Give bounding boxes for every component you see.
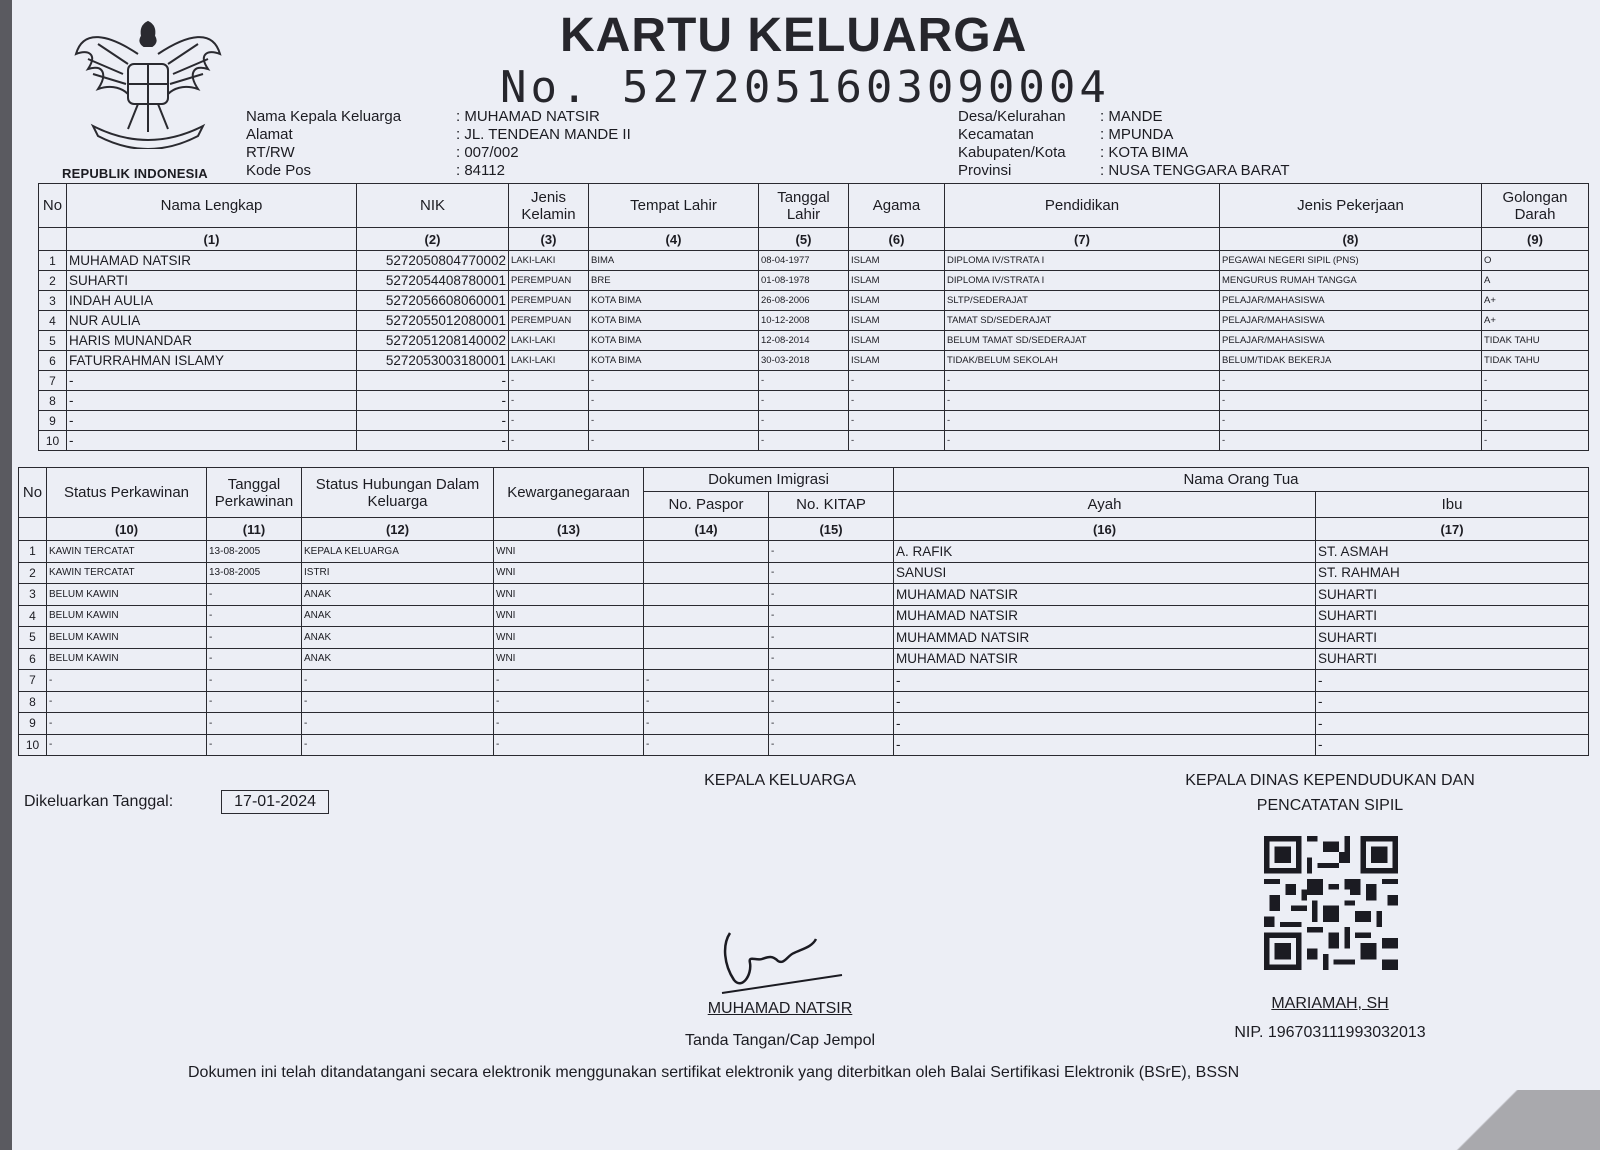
table-row bbox=[39, 411, 1589, 431]
table-cell: TIDAK/BELUM SEKOLAH bbox=[945, 351, 1220, 371]
table-cell: - bbox=[894, 670, 1316, 692]
col-header-status-perkawinan: Status Perkawinan bbox=[47, 468, 207, 518]
table-cell: - bbox=[849, 371, 945, 391]
document-title: KARTU KELUARGA bbox=[560, 9, 1028, 62]
col-number: (17) bbox=[1316, 518, 1589, 541]
col-header-ibu: Ibu bbox=[1316, 492, 1589, 518]
table-cell bbox=[644, 562, 769, 584]
table-row bbox=[19, 648, 1589, 670]
table-row bbox=[19, 541, 1589, 563]
table-cell: MUHAMAD NATSIR bbox=[894, 584, 1316, 606]
col-number: (2) bbox=[357, 228, 509, 251]
table-cell bbox=[644, 541, 769, 563]
table-cell: MUHAMAD NATSIR bbox=[894, 605, 1316, 627]
table-cell: 5272050804770002 bbox=[357, 251, 509, 271]
table-cell: BELUM KAWIN bbox=[47, 605, 207, 627]
table-cell: - bbox=[302, 734, 494, 756]
col-header-no-kitap: No. KITAP bbox=[769, 492, 894, 518]
table-cell: WNI bbox=[494, 605, 644, 627]
header-right-fields bbox=[958, 108, 1290, 180]
table-cell: A+ bbox=[1482, 311, 1589, 331]
table-cell: - bbox=[1482, 431, 1589, 451]
status-table-body bbox=[19, 541, 1589, 756]
members-table-body bbox=[39, 251, 1589, 451]
table-cell: ANAK bbox=[302, 648, 494, 670]
table-cell: ST. ASMAH bbox=[1316, 541, 1589, 563]
table-cell: MUHAMAD NATSIR bbox=[67, 251, 357, 271]
issued-date-row bbox=[24, 790, 329, 814]
table-cell: - bbox=[357, 371, 509, 391]
table-cell: FATURRAHMAN ISLAMY bbox=[67, 351, 357, 371]
table-cell: - bbox=[589, 391, 759, 411]
table-cell: PEGAWAI NEGERI SIPIL (PNS) bbox=[1220, 251, 1482, 271]
table-cell: - bbox=[769, 541, 894, 563]
table-cell: 4 bbox=[19, 605, 47, 627]
table-cell: - bbox=[1220, 391, 1482, 411]
table-cell: LAKI-LAKI bbox=[509, 331, 589, 351]
table-cell: 13-08-2005 bbox=[207, 562, 302, 584]
head-of-family-title: KEPALA KELUARGA bbox=[704, 772, 856, 789]
table-row bbox=[19, 670, 1589, 692]
table-cell: 1 bbox=[39, 251, 67, 271]
col-header-golongan-darah: Golongan Darah bbox=[1482, 184, 1589, 228]
table-cell: - bbox=[207, 584, 302, 606]
table-cell: - bbox=[1316, 691, 1589, 713]
table-cell: 7 bbox=[39, 371, 67, 391]
table-cell: 6 bbox=[19, 648, 47, 670]
col-header-tempat-lahir: Tempat Lahir bbox=[589, 184, 759, 228]
table-cell: 5272056608060001 bbox=[357, 291, 509, 311]
table-cell: WNI bbox=[494, 562, 644, 584]
col-header-nama-orang-tua: Nama Orang Tua bbox=[894, 468, 1589, 492]
table-cell: - bbox=[47, 734, 207, 756]
field-value: : JL. TENDEAN MANDE II bbox=[456, 126, 631, 143]
table-cell: ANAK bbox=[302, 627, 494, 649]
table-cell: MUHAMAD NATSIR bbox=[894, 648, 1316, 670]
table-cell: PELAJAR/MAHASISWA bbox=[1220, 291, 1482, 311]
table-cell: - bbox=[1482, 391, 1589, 411]
table-cell: SANUSI bbox=[894, 562, 1316, 584]
table-cell: 9 bbox=[19, 713, 47, 735]
table-cell: HARIS MUNANDAR bbox=[67, 331, 357, 351]
table-cell: 7 bbox=[19, 670, 47, 692]
official-title-line-1: KEPALA DINAS KEPENDUDUKAN DAN bbox=[1185, 772, 1475, 789]
table-cell bbox=[644, 627, 769, 649]
field-value: : KOTA BIMA bbox=[1100, 144, 1189, 161]
members-table bbox=[38, 183, 1589, 451]
head-of-family-name: MUHAMAD NATSIR bbox=[707, 1000, 853, 1017]
col-number-cell bbox=[39, 228, 67, 251]
table-cell: - bbox=[1316, 713, 1589, 735]
table-cell: TAMAT SD/SEDERAJAT bbox=[945, 311, 1220, 331]
table-cell: KOTA BIMA bbox=[589, 351, 759, 371]
table-cell: 2 bbox=[19, 562, 47, 584]
field-value: : 007/002 bbox=[456, 144, 519, 161]
table-cell: ANAK bbox=[302, 605, 494, 627]
col-number: (8) bbox=[1220, 228, 1482, 251]
paper-fold-shadow bbox=[1420, 1090, 1600, 1150]
table-cell: BELUM KAWIN bbox=[47, 648, 207, 670]
table-cell: - bbox=[849, 431, 945, 451]
table-cell: SUHARTI bbox=[67, 271, 357, 291]
field-value: : 84112 bbox=[456, 162, 505, 179]
table-cell: - bbox=[494, 670, 644, 692]
table-cell: 30-03-2018 bbox=[759, 351, 849, 371]
table-cell: - bbox=[67, 431, 357, 451]
card-number: No. 5272051603090004 bbox=[500, 62, 1110, 113]
table-cell: - bbox=[1316, 670, 1589, 692]
table-cell: LAKI-LAKI bbox=[509, 351, 589, 371]
col-number: (13) bbox=[494, 518, 644, 541]
table-cell: SUHARTI bbox=[1316, 627, 1589, 649]
table-cell: DIPLOMA IV/STRATA I bbox=[945, 271, 1220, 291]
table-cell bbox=[644, 648, 769, 670]
field-label: Kode Pos bbox=[246, 162, 312, 179]
table-cell: KOTA BIMA bbox=[589, 291, 759, 311]
table-cell: MENGURUS RUMAH TANGGA bbox=[1220, 271, 1482, 291]
table-cell: KAWIN TERCATAT bbox=[47, 541, 207, 563]
table-cell: NUR AULIA bbox=[67, 311, 357, 331]
table-cell: ST. RAHMAH bbox=[1316, 562, 1589, 584]
table-row bbox=[19, 734, 1589, 756]
col-header-jenis-kelamin: Jenis Kelamin bbox=[509, 184, 589, 228]
col-header-agama: Agama bbox=[849, 184, 945, 228]
table-cell: - bbox=[1316, 734, 1589, 756]
table-cell: SUHARTI bbox=[1316, 605, 1589, 627]
table-cell: 26-08-2006 bbox=[759, 291, 849, 311]
garuda-emblem-icon bbox=[68, 14, 228, 149]
col-number: (11) bbox=[207, 518, 302, 541]
table-cell: - bbox=[945, 411, 1220, 431]
table-cell: 5272055012080001 bbox=[357, 311, 509, 331]
table-cell: KOTA BIMA bbox=[589, 331, 759, 351]
official-title-line-2: PENCATATAN SIPIL bbox=[1256, 797, 1404, 814]
table-cell: - bbox=[769, 584, 894, 606]
table-cell: - bbox=[945, 391, 1220, 411]
table-cell: - bbox=[769, 734, 894, 756]
col-number: (9) bbox=[1482, 228, 1589, 251]
table-row bbox=[39, 291, 1589, 311]
table-cell: PEREMPUAN bbox=[509, 271, 589, 291]
table-cell: 10-12-2008 bbox=[759, 311, 849, 331]
table-cell: ISLAM bbox=[849, 251, 945, 271]
table-row bbox=[39, 351, 1589, 371]
field-label: Kabupaten/Kota bbox=[958, 144, 1066, 161]
table-cell: PELAJAR/MAHASISWA bbox=[1220, 311, 1482, 331]
table-row bbox=[39, 371, 1589, 391]
table-row bbox=[39, 331, 1589, 351]
table-cell: - bbox=[894, 691, 1316, 713]
table-cell: A+ bbox=[1482, 291, 1589, 311]
field-label: Desa/Kelurahan bbox=[958, 108, 1066, 125]
table-cell: - bbox=[207, 691, 302, 713]
table-cell: WNI bbox=[494, 541, 644, 563]
col-number: (14) bbox=[644, 518, 769, 541]
table-cell: SLTP/SEDERAJAT bbox=[945, 291, 1220, 311]
electronic-signature-note: Dokumen ini telah ditandatangani secara elektronik menggunakan sertifikat elektronik yang diterbitkan oleh Balai Sertifikasi Elektronik (BSrE), BSSN bbox=[188, 1064, 1240, 1081]
signature-caption: Tanda Tangan/Cap Jempol bbox=[684, 1032, 876, 1049]
col-header-no-paspor: No. Paspor bbox=[644, 492, 769, 518]
table-cell: - bbox=[945, 371, 1220, 391]
table-cell: TIDAK TAHU bbox=[1482, 351, 1589, 371]
field-label: Provinsi bbox=[958, 162, 1012, 179]
table-row bbox=[19, 605, 1589, 627]
table-cell: ANAK bbox=[302, 584, 494, 606]
table-cell: - bbox=[47, 713, 207, 735]
table-cell: A bbox=[1482, 271, 1589, 291]
table-cell: - bbox=[357, 431, 509, 451]
table-cell: - bbox=[589, 431, 759, 451]
table-cell: 9 bbox=[39, 411, 67, 431]
col-header-nik: NIK bbox=[357, 184, 509, 228]
col-header-nama: Nama Lengkap bbox=[67, 184, 357, 228]
table-cell: - bbox=[849, 411, 945, 431]
emblem-caption: REPUBLIK INDONESIA bbox=[62, 166, 208, 181]
table-cell: 01-08-1978 bbox=[759, 271, 849, 291]
table-cell: - bbox=[494, 713, 644, 735]
table-cell: ISLAM bbox=[849, 351, 945, 371]
table-cell: - bbox=[207, 713, 302, 735]
table-cell: - bbox=[509, 391, 589, 411]
table-cell: - bbox=[494, 691, 644, 713]
table-cell: BRE bbox=[589, 271, 759, 291]
table-cell: 5272053003180001 bbox=[357, 351, 509, 371]
table-row bbox=[39, 311, 1589, 331]
col-number: (15) bbox=[769, 518, 894, 541]
table-cell: - bbox=[207, 648, 302, 670]
table-cell: TIDAK TAHU bbox=[1482, 331, 1589, 351]
col-number: (6) bbox=[849, 228, 945, 251]
table-cell: - bbox=[894, 734, 1316, 756]
table-cell: O bbox=[1482, 251, 1589, 271]
table-cell: - bbox=[644, 691, 769, 713]
table-cell: ISLAM bbox=[849, 271, 945, 291]
table-cell: - bbox=[759, 411, 849, 431]
table-cell: - bbox=[207, 627, 302, 649]
table-cell: 5272051208140002 bbox=[357, 331, 509, 351]
table-cell: - bbox=[1482, 411, 1589, 431]
table-cell: ISTRI bbox=[302, 562, 494, 584]
table-cell: - bbox=[849, 391, 945, 411]
official-title bbox=[1150, 768, 1510, 818]
col-number: (5) bbox=[759, 228, 849, 251]
table-cell: - bbox=[509, 431, 589, 451]
table-cell: PEREMPUAN bbox=[509, 311, 589, 331]
table-cell: - bbox=[207, 605, 302, 627]
handwritten-signature bbox=[712, 925, 852, 1000]
col-number: (3) bbox=[509, 228, 589, 251]
field-value: : MANDE bbox=[1100, 108, 1163, 125]
col-number-cell bbox=[19, 518, 47, 541]
table-cell: - bbox=[47, 670, 207, 692]
table-cell: - bbox=[67, 391, 357, 411]
table-cell: - bbox=[302, 670, 494, 692]
field-label: Kecamatan bbox=[958, 126, 1034, 143]
table-cell bbox=[644, 605, 769, 627]
table-row bbox=[39, 391, 1589, 411]
table-cell bbox=[644, 584, 769, 606]
field-value: : NUSA TENGGARA BARAT bbox=[1100, 162, 1290, 179]
table-cell: - bbox=[1220, 371, 1482, 391]
table-row bbox=[39, 271, 1589, 291]
table-cell: - bbox=[589, 411, 759, 431]
status-table bbox=[18, 467, 1589, 756]
table-cell: KAWIN TERCATAT bbox=[47, 562, 207, 584]
field-value: : MPUNDA bbox=[1100, 126, 1174, 143]
col-header-ayah: Ayah bbox=[894, 492, 1316, 518]
col-header-no: No bbox=[19, 468, 47, 518]
field-label: Nama Kepala Keluarga bbox=[246, 108, 402, 125]
col-header-pendidikan: Pendidikan bbox=[945, 184, 1220, 228]
table-cell: 8 bbox=[39, 391, 67, 411]
table-cell: BELUM TAMAT SD/SEDERAJAT bbox=[945, 331, 1220, 351]
table-cell: - bbox=[67, 371, 357, 391]
table-cell: LAKI-LAKI bbox=[509, 251, 589, 271]
table-cell: 8 bbox=[19, 691, 47, 713]
table-cell: 1 bbox=[19, 541, 47, 563]
table-cell: - bbox=[509, 411, 589, 431]
table-cell: BELUM KAWIN bbox=[47, 627, 207, 649]
table-cell: INDAH AULIA bbox=[67, 291, 357, 311]
table-cell: MUHAMMAD NATSIR bbox=[894, 627, 1316, 649]
col-number: (10) bbox=[47, 518, 207, 541]
table-cell: 10 bbox=[39, 431, 67, 451]
table-cell: 10 bbox=[19, 734, 47, 756]
table-cell: DIPLOMA IV/STRATA I bbox=[945, 251, 1220, 271]
col-header-tanggal-perkawinan: Tanggal Perkawinan bbox=[207, 468, 302, 518]
table-row bbox=[19, 691, 1589, 713]
table-cell: - bbox=[644, 734, 769, 756]
table-cell: 3 bbox=[19, 584, 47, 606]
table-row bbox=[19, 627, 1589, 649]
col-header-dokumen-imigrasi: Dokumen Imigrasi bbox=[644, 468, 894, 492]
table-cell: WNI bbox=[494, 584, 644, 606]
issued-date: 17-01-2024 bbox=[221, 790, 329, 814]
table-cell: - bbox=[302, 691, 494, 713]
field-label: Alamat bbox=[246, 126, 293, 143]
table-cell: 5 bbox=[19, 627, 47, 649]
col-header-no: No bbox=[39, 184, 67, 228]
table-cell: - bbox=[769, 670, 894, 692]
table-row bbox=[19, 584, 1589, 606]
official-name: MARIAMAH, SH bbox=[1271, 995, 1389, 1012]
table-cell: BIMA bbox=[589, 251, 759, 271]
table-cell: - bbox=[769, 648, 894, 670]
header-left-fields bbox=[246, 108, 631, 180]
table-cell: - bbox=[769, 691, 894, 713]
table-cell: KEPALA KELUARGA bbox=[302, 541, 494, 563]
table-cell: - bbox=[589, 371, 759, 391]
table-cell: - bbox=[769, 627, 894, 649]
table-cell: - bbox=[769, 713, 894, 735]
qr-code-icon bbox=[1264, 836, 1398, 970]
table-cell: ISLAM bbox=[849, 331, 945, 351]
table-cell: ISLAM bbox=[849, 311, 945, 331]
table-cell: - bbox=[644, 670, 769, 692]
table-cell: - bbox=[769, 605, 894, 627]
table-cell: 08-04-1977 bbox=[759, 251, 849, 271]
table-cell: SUHARTI bbox=[1316, 584, 1589, 606]
table-cell: 4 bbox=[39, 311, 67, 331]
table-cell: WNI bbox=[494, 627, 644, 649]
col-header-tanggal-lahir: Tanggal Lahir bbox=[759, 184, 849, 228]
table-cell: - bbox=[509, 371, 589, 391]
table-cell: BELUM/TIDAK BEKERJA bbox=[1220, 351, 1482, 371]
col-number: (4) bbox=[589, 228, 759, 251]
table-cell: - bbox=[1220, 431, 1482, 451]
table-cell: - bbox=[494, 734, 644, 756]
table-cell: - bbox=[759, 371, 849, 391]
col-header-kewarganegaraan: Kewarganegaraan bbox=[494, 468, 644, 518]
table-row bbox=[39, 251, 1589, 271]
col-header-pekerjaan: Jenis Pekerjaan bbox=[1220, 184, 1482, 228]
table-cell: - bbox=[945, 431, 1220, 451]
table-cell: 2 bbox=[39, 271, 67, 291]
table-row bbox=[19, 713, 1589, 735]
table-cell: - bbox=[207, 670, 302, 692]
table-cell: PELAJAR/MAHASISWA bbox=[1220, 331, 1482, 351]
issued-label: Dikeluarkan Tanggal: bbox=[24, 793, 174, 810]
table-cell: A. RAFIK bbox=[894, 541, 1316, 563]
table-cell: - bbox=[769, 562, 894, 584]
table-cell: - bbox=[302, 713, 494, 735]
table-cell: - bbox=[759, 431, 849, 451]
official-nip: NIP. 196703111993032013 bbox=[1234, 1024, 1426, 1041]
photo-edge bbox=[0, 0, 12, 1150]
col-number: (1) bbox=[67, 228, 357, 251]
field-label: RT/RW bbox=[246, 144, 295, 161]
table-cell: - bbox=[67, 411, 357, 431]
table-cell: BELUM KAWIN bbox=[47, 584, 207, 606]
table-cell: - bbox=[759, 391, 849, 411]
table-cell: - bbox=[894, 713, 1316, 735]
table-cell: 6 bbox=[39, 351, 67, 371]
col-number: (16) bbox=[894, 518, 1316, 541]
table-cell: - bbox=[644, 713, 769, 735]
field-value: : MUHAMAD NATSIR bbox=[456, 108, 600, 125]
table-cell: - bbox=[207, 734, 302, 756]
table-cell: - bbox=[357, 411, 509, 431]
col-header-status-hubungan: Status Hubungan Dalam Keluarga bbox=[302, 468, 494, 518]
col-number: (12) bbox=[302, 518, 494, 541]
table-cell: 3 bbox=[39, 291, 67, 311]
table-cell: - bbox=[1220, 411, 1482, 431]
table-row bbox=[19, 562, 1589, 584]
table-cell: 5 bbox=[39, 331, 67, 351]
table-cell: - bbox=[1482, 371, 1589, 391]
table-cell: - bbox=[357, 391, 509, 411]
table-cell: 12-08-2014 bbox=[759, 331, 849, 351]
table-cell: PEREMPUAN bbox=[509, 291, 589, 311]
table-cell: - bbox=[47, 691, 207, 713]
table-cell: WNI bbox=[494, 648, 644, 670]
table-cell: 5272054408780001 bbox=[357, 271, 509, 291]
table-cell: SUHARTI bbox=[1316, 648, 1589, 670]
col-number: (7) bbox=[945, 228, 1220, 251]
table-cell: KOTA BIMA bbox=[589, 311, 759, 331]
table-row bbox=[39, 431, 1589, 451]
table-cell: ISLAM bbox=[849, 291, 945, 311]
table-cell: 13-08-2005 bbox=[207, 541, 302, 563]
